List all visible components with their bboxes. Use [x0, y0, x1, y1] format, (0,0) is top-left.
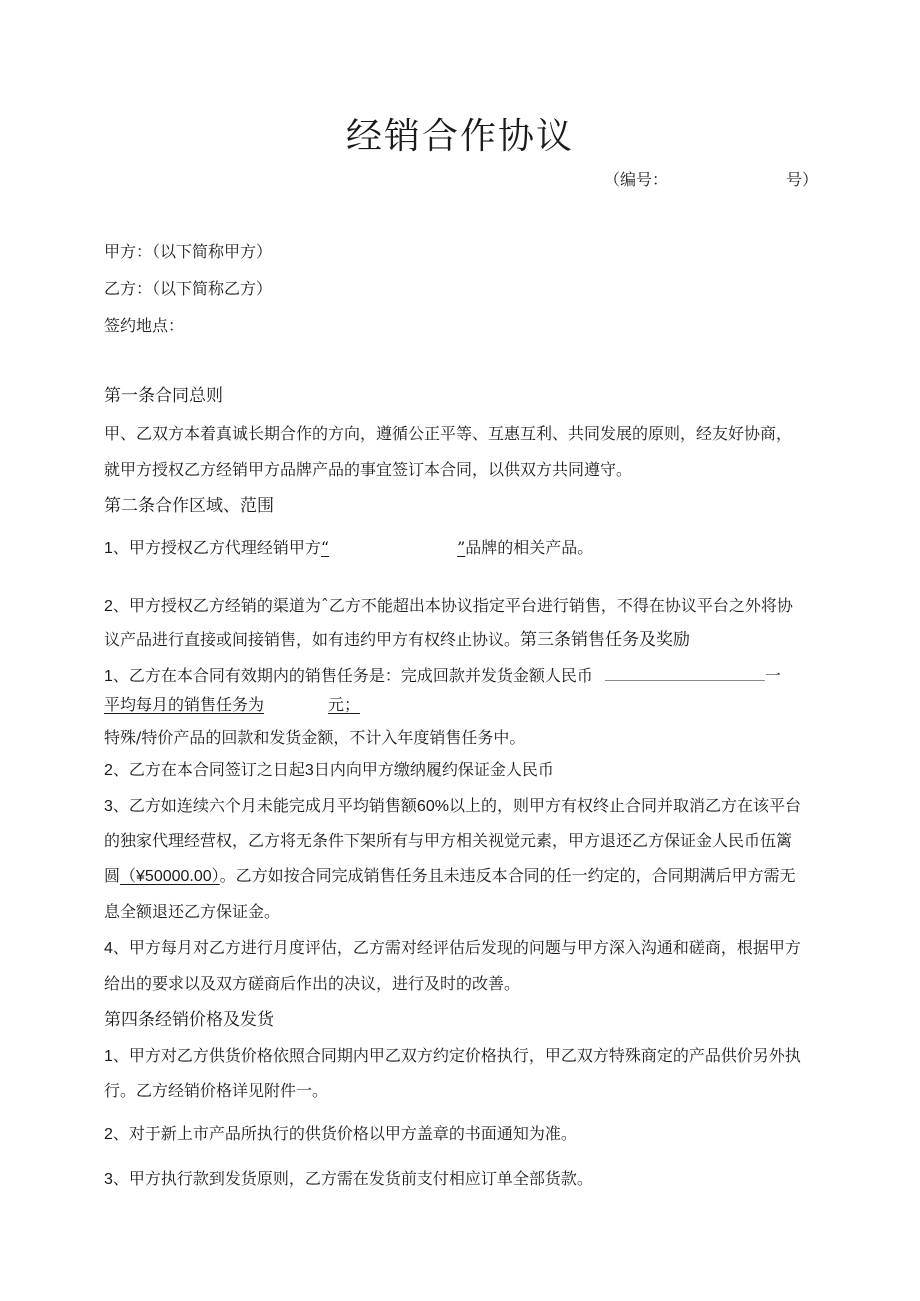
- article-3-heading: 第三条销售任务及奖励: [520, 630, 691, 650]
- item-text: 、甲方每月对乙方进行月度评估，乙方需对经评估后发现的问题与甲方深入沟通和磋商，根据甲方: [112, 938, 801, 957]
- item-text: 、乙方在本合同有效期内的销售任务是：完成回款并发货金额人民币: [112, 666, 593, 685]
- serial-number-line: [604, 170, 818, 190]
- serial-number-label: （编号：: [604, 170, 669, 189]
- article-2-item-1: [104, 538, 593, 559]
- item-text: 元；: [328, 695, 361, 714]
- item-text: 日内向甲方缴纳履约保证金人民币: [313, 760, 554, 779]
- article-1-paragraph-line: 甲、乙双方本着真诚长期合作的方向，遵循公正平等、互惠互利、共同发展的原则，经友好协商，: [104, 424, 793, 443]
- item-number: 2: [104, 762, 113, 779]
- signing-place: 签约地点：: [104, 316, 185, 335]
- serial-number-suffix: 号）: [786, 170, 819, 189]
- percentage-value: 60%: [416, 798, 449, 815]
- item-number: 1: [104, 1048, 113, 1065]
- item-text: 、甲方授权乙方经销的渠道为ˆ乙方不能超出本协议指定平台进行销售，不得在协议平台之外将协: [112, 596, 793, 615]
- article-3-item-4: [104, 938, 801, 959]
- item-number: 2: [104, 1126, 113, 1143]
- article-3-item-3-line-2: 的独家代理经营权，乙方将无条件下架所有与甲方相关视觉元素，甲方退还乙方保证金人民币伍篱: [104, 831, 793, 850]
- item-text: 品牌的相关产品。: [465, 538, 594, 557]
- article-3-item-1: [104, 664, 781, 687]
- item-text: 、乙方如连续六个月未能完成月平均销售额: [112, 796, 417, 815]
- article-3-item-3-line-3: [104, 866, 796, 887]
- item-text: 、甲方授权乙方代理经销甲方: [112, 538, 321, 557]
- article-4-item-1-line-2: 行。乙方经销价格详见附件一。: [104, 1081, 329, 1100]
- party-a: 甲方：（以下简称甲方）: [104, 242, 273, 261]
- item-text: 、对于新上市产品所执行的供货价格以甲方盖章的书面通知为准。: [112, 1124, 577, 1143]
- article-4-item-1: [104, 1046, 801, 1067]
- party-b: 乙方：（以下简称乙方）: [104, 279, 273, 298]
- article-1-heading: 第一条合同总则: [104, 386, 223, 406]
- days-value: 3: [304, 762, 314, 779]
- item-number: 3: [104, 798, 113, 815]
- deposit-amount: （¥50000.00）: [120, 868, 220, 885]
- article-4-item-2: [104, 1124, 577, 1145]
- item-text: 以上的，则甲方有权终止合同并取消乙方在该平台: [448, 796, 801, 815]
- article-2-item-2: [104, 596, 793, 617]
- article-3-item-3-line-4: 息全额退还乙方保证金。: [104, 902, 281, 921]
- item-text: 平均每月的销售任务为: [104, 695, 265, 714]
- article-3-item-4-line-2: 给出的要求以及双方磋商后作出的决议，进行及时的改善。: [104, 974, 521, 993]
- item-text: 、甲方对乙方供货价格依照合同期内甲乙双方约定价格执行，甲乙双方特殊商定的产品供价另外执: [112, 1046, 801, 1065]
- amount-blank: [605, 664, 765, 681]
- item-number: 1: [104, 540, 113, 557]
- item-number: 4: [104, 940, 113, 957]
- quote-open: “: [320, 538, 330, 557]
- item-text: 、乙方在本合同签订之日起: [112, 760, 305, 779]
- item-text: 。乙方如按合同完成销售任务且未违反本合同的任一约定的，合同期满后甲方需无: [219, 866, 796, 885]
- brand-blank: [321, 538, 465, 557]
- item-text: 圆: [104, 866, 121, 885]
- article-3-special-products: 特殊/特价产品的回款和发货金额，不计入年度销售任务中。: [104, 728, 526, 747]
- item-number: 3: [104, 1171, 113, 1188]
- item-text: 、甲方执行款到发货原则，乙方需在发货前支付相应订单全部货款。: [112, 1169, 593, 1188]
- item-number: 2: [104, 598, 113, 615]
- article-3-item-3: [104, 796, 801, 817]
- item-text: 议产品进行直接或间接销售，如有违约甲方有权终止协议。: [104, 630, 521, 649]
- article-3-monthly-target: [104, 695, 376, 715]
- document-title: 经销合作协议: [345, 116, 574, 157]
- article-2-item-2-continued: [104, 630, 690, 650]
- monthly-target-underline: [104, 695, 376, 714]
- article-1-paragraph-line: 就甲方授权乙方经销甲方品牌产品的事宜签订本合同，以供双方共同遵守。: [104, 460, 633, 479]
- quote-close: ”: [457, 538, 466, 557]
- article-4-item-3: [104, 1169, 593, 1190]
- item-number: 1: [104, 668, 113, 685]
- article-3-item-2: [104, 760, 554, 781]
- article-4-heading: 第四条经销价格及发货: [104, 1010, 274, 1030]
- dash: 一: [764, 666, 781, 685]
- article-2-heading: 第二条合作区域、范围: [104, 496, 274, 516]
